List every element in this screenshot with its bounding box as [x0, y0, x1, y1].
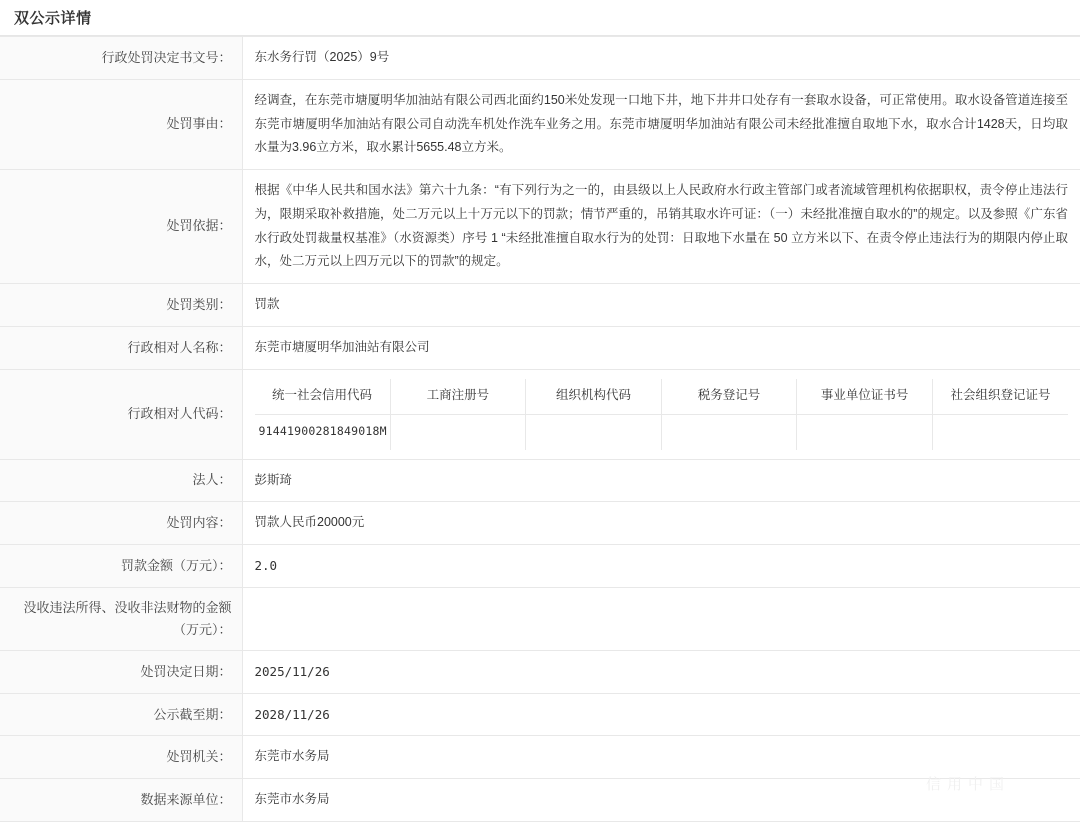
- field-label-basis: 处罚依据：: [0, 170, 242, 284]
- field-value-party-name: 东莞市塘厦明华加油站有限公司: [242, 326, 1080, 369]
- party-code-table: [255, 379, 1069, 450]
- code-header-institution-cert: 事业单位证书号: [797, 379, 933, 415]
- field-value-authority: 东莞市水务局: [242, 736, 1080, 779]
- code-value-row: [255, 414, 1069, 450]
- field-value-reason: 经调查，在东莞市塘厦明华加油站有限公司西北面约150米处发现一口地下井，地下井井口处存有一套取水设备，可正常使用。取水设备管道连接至东莞市塘厦明华加油站有限公司自动洗车机处作洗车业务之用。东莞市塘厦明华加油站有限公司未经批准擅自取地下水，取水合计1428天，日均取水量为3.96立方米，取水累计5655.48立方米。: [242, 79, 1080, 169]
- penalty-detail-table: [0, 36, 1080, 822]
- code-value-org-code: [526, 414, 662, 450]
- field-label-category: 处罚类别：: [0, 284, 242, 327]
- field-value-party-code: [242, 369, 1080, 459]
- watermark: 信用中国: [925, 775, 1010, 793]
- code-value-credit: 91441900281849018M: [255, 414, 391, 450]
- code-value-business-reg: [390, 414, 526, 450]
- table-row: [0, 79, 1080, 169]
- table-row: [0, 587, 1080, 650]
- code-header-business-reg: 工商注册号: [390, 379, 526, 415]
- field-value-amount: 2.0: [242, 545, 1080, 588]
- table-row: [0, 459, 1080, 502]
- page-title: 双公示详情: [14, 10, 92, 27]
- field-label-content: 处罚内容：: [0, 502, 242, 545]
- table-row: [0, 736, 1080, 779]
- field-value-data-source: 东莞市水务局: [242, 779, 1080, 822]
- table-row: [0, 779, 1080, 822]
- code-header-org-code: 组织机构代码: [526, 379, 662, 415]
- code-value-social-org-cert: [932, 414, 1068, 450]
- field-label-party-name: 行政相对人名称：: [0, 326, 242, 369]
- table-row: [0, 693, 1080, 736]
- table-row: [0, 37, 1080, 80]
- table-row: [0, 326, 1080, 369]
- table-row: [0, 545, 1080, 588]
- field-label-confiscate: 没收违法所得、没收非法财物的金额（万元）：: [0, 587, 242, 650]
- field-value-content: 罚款人民币20000元: [242, 502, 1080, 545]
- table-row: [0, 502, 1080, 545]
- code-value-tax-reg: [661, 414, 797, 450]
- code-header-social-org-cert: 社会组织登记证号: [932, 379, 1068, 415]
- code-header-row: [255, 379, 1069, 415]
- table-row: [0, 170, 1080, 284]
- field-label-reason: 处罚事由：: [0, 79, 242, 169]
- field-value-decision-date: 2025/11/26: [242, 650, 1080, 693]
- code-header-credit: 统一社会信用代码: [255, 379, 391, 415]
- table-row: [0, 650, 1080, 693]
- field-label-doc-no: 行政处罚决定书文号：: [0, 37, 242, 80]
- field-value-legal-person: 彭斯琦: [242, 459, 1080, 502]
- table-row: [0, 369, 1080, 459]
- field-label-amount: 罚款金额（万元）：: [0, 545, 242, 588]
- field-label-decision-date: 处罚决定日期：: [0, 650, 242, 693]
- field-label-party-code: 行政相对人代码：: [0, 369, 242, 459]
- code-header-tax-reg: 税务登记号: [661, 379, 797, 415]
- code-value-institution-cert: [797, 414, 933, 450]
- field-value-confiscate: [242, 587, 1080, 650]
- field-value-publicity-end: 2028/11/26: [242, 693, 1080, 736]
- field-value-basis: 根据《中华人民共和国水法》第六十九条：“有下列行为之一的，由县级以上人民政府水行政主管部门或者流域管理机构依据职权，责令停止违法行为，限期采取补救措施，处二万元以上十万元以下的罚款；情节严重的，吊销其取水许可证：（一）未经批准擅自取水的”的规定。以及参照《广东省水行政处罚裁量权基准》（水资源类）序号 1 “未经批准擅自取水行为的处罚：日取地下水量在 50 立方米以下、在责令停止违法行为的期限内停止取水，处二万元以上四万元以下的罚款”的规定。: [242, 170, 1080, 284]
- field-label-data-source: 数据来源单位：: [0, 779, 242, 822]
- field-value-doc-no: 东水务行罚（2025）9号: [242, 37, 1080, 80]
- field-value-category: 罚款: [242, 284, 1080, 327]
- field-label-authority: 处罚机关：: [0, 736, 242, 779]
- field-label-publicity-end: 公示截至期：: [0, 693, 242, 736]
- table-row: [0, 284, 1080, 327]
- field-label-legal-person: 法人：: [0, 459, 242, 502]
- page-title-bar: [0, 0, 1080, 36]
